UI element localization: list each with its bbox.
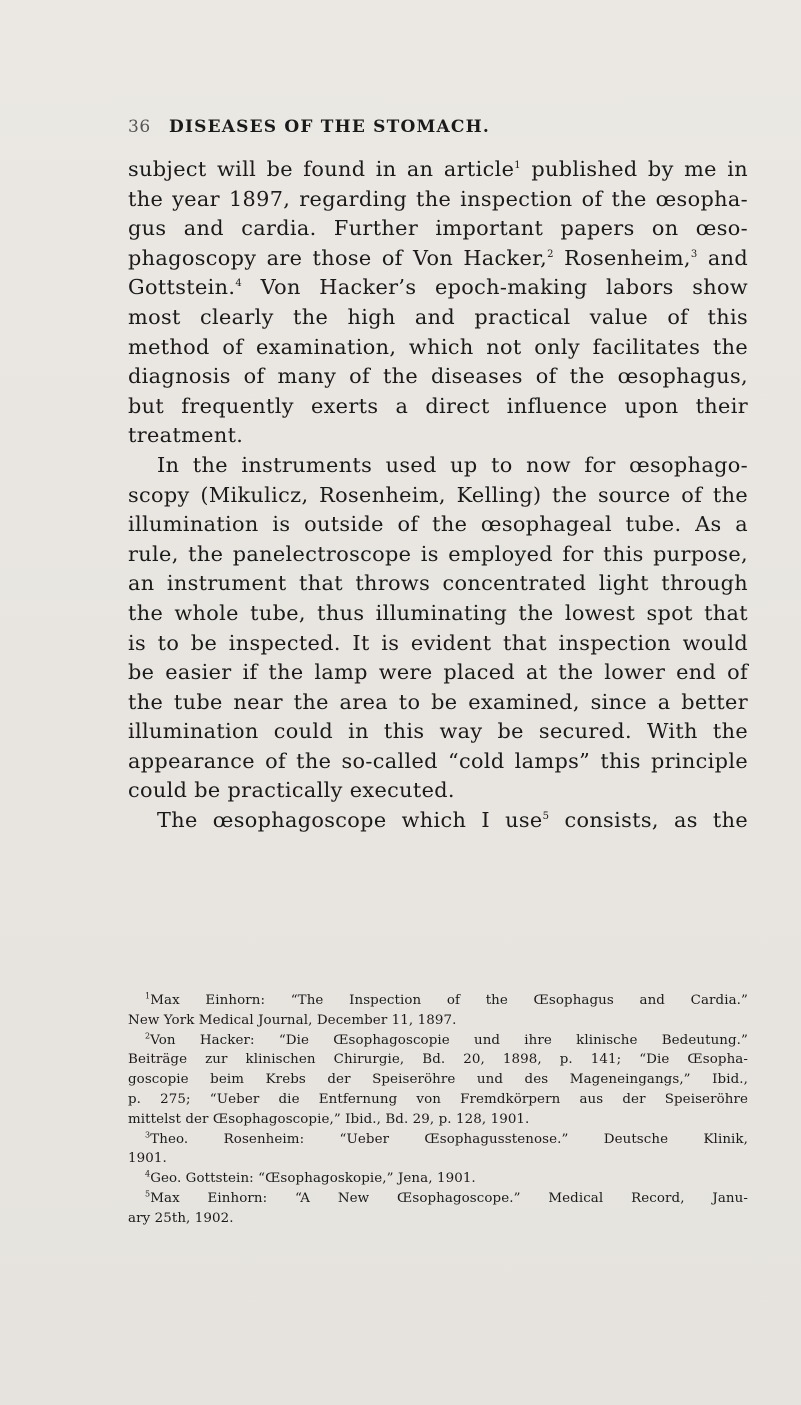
body-line: diagnosis of many of the diseases of the œsophagus, <box>128 364 748 389</box>
footnote-line: $^3$Theo. Rosenheim: “Ueber Œsophagusstenose.” Deutsche Klinik, <box>145 1130 748 1147</box>
footnote-line: p. 275; “Ueber die Entfernung von Fremdkörpern aus der Speiseröhre <box>128 1091 748 1107</box>
footnote-line: 1901. <box>128 1151 167 1167</box>
footnote-line: $^4$Geo. Gottstein: “Œsophagoskopie,” Jena, 1901. <box>145 1169 476 1187</box>
body-line: appearance of the so-called “cold lamps” this principle <box>128 748 748 773</box>
body-line: rule, the panelectroscope is employed for this purpose, <box>128 541 748 566</box>
footnote-line: Beiträge zur klinischen Chirurgie, Bd. 20, 1898, p. 141; “Die Œsopha- <box>128 1052 748 1068</box>
body-line: Gottstein.$^4$ Von Hacker’s epoch-making labors show <box>128 275 748 300</box>
page-number: 36 <box>128 117 151 137</box>
body-line: but frequently exerts a direct influence upon their <box>128 393 748 418</box>
paragraph-start-line: In the instruments used up to now for œsophago- <box>157 452 748 477</box>
footnote-line: $^5$Max Einhorn: “A New Œsophagoscope.” Medical Record, Janu- <box>145 1189 748 1206</box>
body-line: the tube near the area to be examined, since a better <box>128 689 748 714</box>
body-line: illumination could in this way be secured. With the <box>128 719 748 744</box>
footnote-line: mittelst der Œsophagoscopie,” Ibid., Bd. 29, p. 128, 1901. <box>128 1111 530 1127</box>
body-line: could be practically executed. <box>128 778 455 803</box>
body-line: illumination is outside of the œsophageal tube. As a <box>128 512 748 537</box>
footnote-line: ary 25th, 1902. <box>128 1210 234 1226</box>
body-line: gus and cardia. Further important papers on œso- <box>128 216 748 241</box>
body-text <box>128 155 748 836</box>
body-line: is to be inspected. It is evident that inspection would <box>128 630 748 655</box>
body-line: scopy (Mikulicz, Rosenheim, Kelling) the source of the <box>128 482 748 507</box>
body-line: be easier if the lamp were placed at the lower end of <box>128 660 748 685</box>
footnote-line: $^2$Von Hacker: “Die Œsophagoscopie und ihre klinische Bedeutung.” <box>145 1031 748 1048</box>
body-line: the whole tube, thus illuminating the lowest spot that <box>128 600 748 625</box>
running-head: DISEASES OF THE STOMACH. <box>169 117 490 137</box>
page-header <box>128 117 748 141</box>
footnote-line: $^1$Max Einhorn: “The Inspection of the Œsophagus and Cardia.” <box>145 991 748 1008</box>
body-line: most clearly the high and practical value of this <box>128 304 748 329</box>
footnotes <box>128 991 748 1229</box>
body-line: treatment. <box>128 423 244 448</box>
body-line: phagoscopy are those of Von Hacker,$^2$ Rosenheim,$^3$ and <box>128 245 748 270</box>
footnote-line: New York Medical Journal, December 11, 1897. <box>128 1012 457 1028</box>
body-line: method of examination, which not only facilitates the <box>128 334 748 359</box>
paragraph-start-line: The œsophagoscope which I use$^5$ consists, as the <box>157 808 748 833</box>
body-line: subject will be found in an article$^1$ published by me in <box>128 157 748 181</box>
footnote-line: goscopie beim Krebs der Speiseröhre und des Mageneingangs,” Ibid., <box>128 1072 748 1088</box>
body-line: the year 1897, regarding the inspection of the œsopha- <box>128 186 748 211</box>
body-line: an instrument that throws concentrated light through <box>128 571 748 596</box>
